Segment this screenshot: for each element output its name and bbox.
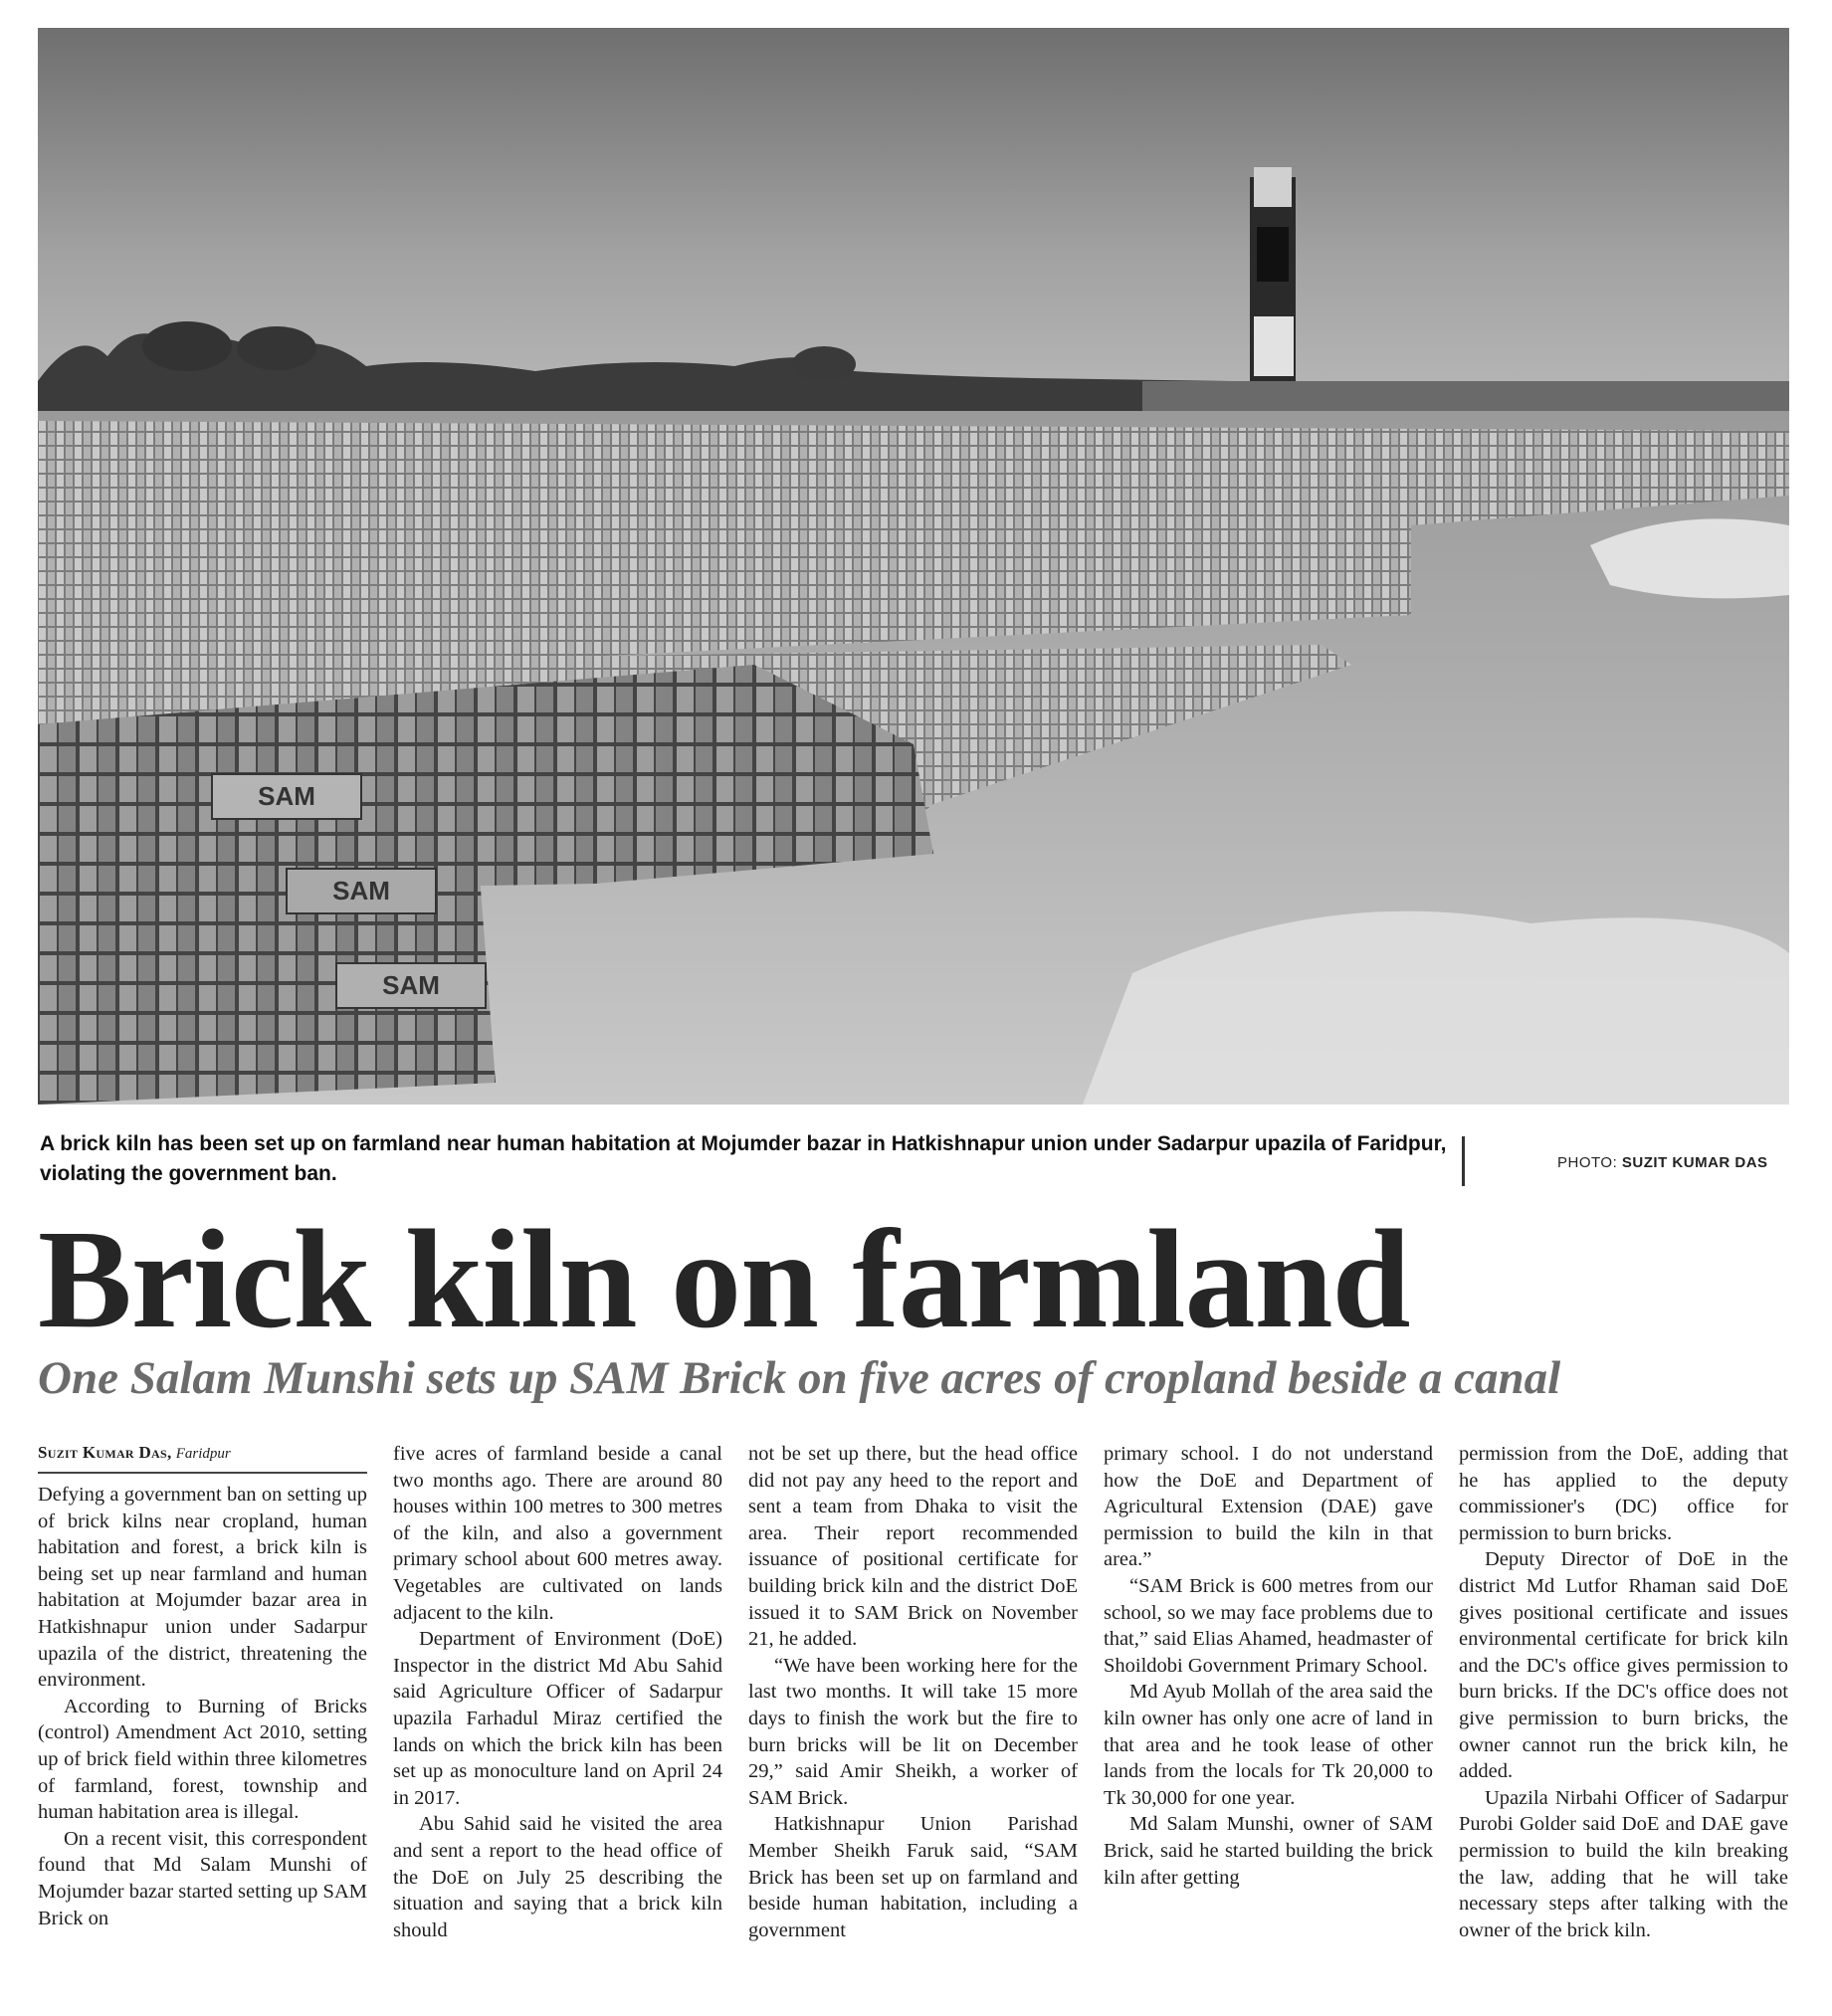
news-photo <box>38 28 1789 1105</box>
caption-divider <box>1462 1136 1465 1186</box>
paragraph: Defying a government ban on setting up of brick kilns near cropland, human habitation and forest, a brick kiln is being set up near farmland and human habitation at Mojumder bazar area in Hatkishnapur union under Sadarpur upazila of the district, threatening the environment. <box>38 1484 367 1692</box>
paragraph: On a recent visit, this correspondent found that Md Salam Munshi of Mojumder bazar started setting up SAM Brick on <box>38 1827 367 1929</box>
paragraph: Md Ayub Mollah of the area said the kiln owner has only one acre of land in that area and he took lease of other lands from the locals for Tk 20,000 to Tk 30,000 for one year. <box>1104 1681 1433 1809</box>
column-3 <box>748 1441 1078 2008</box>
column-1 <box>38 1441 367 2008</box>
brick-stamp-3: SAM <box>382 970 440 1000</box>
paragraph: According to Burning of Bricks (control) Amendment Act 2010, setting up of brick field within three kilometres of farmland, forest, township and human habitation area is illegal. <box>38 1695 367 1824</box>
photo-credit <box>1557 1154 1768 1171</box>
paragraph: permission from the DoE, adding that he has applied to the deputy commissioner's (DC) office for permission to burn bricks. <box>1459 1443 1788 1544</box>
byline-location: Faridpur <box>175 1446 231 1462</box>
paragraph: “SAM Brick is 600 metres from our school, so we may face problems due to that,” said Elias Ahamed, headmaster of Shoildobi Government Primary School. <box>1104 1574 1433 1677</box>
column-4 <box>1104 1441 1433 2008</box>
headline: Brick kiln on farmland <box>38 1200 1410 1357</box>
column-2 <box>393 1441 722 2008</box>
photo-credit-name: SUZIT KUMAR DAS <box>1621 1154 1768 1171</box>
paragraph: not be set up there, but the head office did not pay any heed to the report and sent a team from Dhaka to visit the area. Their report recommended issuance of positional certificate for building brick kiln and the district DoE issued it to SAM Brick on November 21, he added. <box>748 1443 1078 1651</box>
paragraph: five acres of farmland beside a canal two months ago. There are around 80 houses within 100 metres to 300 metres of the kiln, and also a government primary school about 600 metres away. Vegetables are cultivated on lands adjacent to the kiln. <box>393 1443 722 1624</box>
paragraph: “We have been working here for the last two months. It will take 15 more days to finish the work but the fire to burn bricks will be lit on December 29,” said Amir Sheikh, a worker of SAM Brick. <box>748 1654 1078 1809</box>
brick-stamp-1: SAM <box>258 781 315 811</box>
brick-stamp-2: SAM <box>332 876 390 906</box>
paragraph: Hatkishnapur Union Parishad Member Sheikh Faruk said, “SAM Brick has been set up on farmland and beside human habitation, including a government <box>748 1813 1078 1941</box>
paragraph: Department of Environment (DoE) Inspector in the district Md Abu Sahid said Agriculture Officer of Sadarpur upazila Farhadul Miraz certified the lands on which the brick kiln has been set up as monoculture land on April 24 in 2017. <box>393 1628 722 1809</box>
byline-name: Suzit Kumar Das, <box>38 1443 172 1462</box>
paragraph: Abu Sahid said he visited the area and sent a report to the head office of the DoE on July 25 describing the situation and saying that a brick kiln should <box>393 1813 722 1941</box>
photo-caption: A brick kiln has been set up on farmland near human habitation at Mojumder bazar in Hatkishnapur union under Sadarpur upazila of Faridpur, violating the government ban. <box>40 1132 1447 1185</box>
paragraph: Upazila Nirbahi Officer of Sadarpur Purobi Golder said DoE and DAE gave permission to build the kiln breaking the law, adding that he will take necessary steps after talking with the owner of the brick kiln. <box>1459 1786 1788 1941</box>
paragraph: Deputy Director of DoE in the district Md Lutfor Rhaman said DoE gives positional certificate and issues environmental certificate for brick kiln and the DC's office gives permission to burn bricks. If the DC's office does not give permission to burn bricks, the owner cannot run the brick kiln, he added. <box>1459 1548 1788 1783</box>
paragraph: Md Salam Munshi, owner of SAM Brick, said he started building the brick kiln after getting <box>1104 1813 1433 1889</box>
byline <box>38 1441 367 1474</box>
subheadline: One Salam Munshi sets up SAM Brick on five acres of cropland beside a canal <box>38 1352 1561 1404</box>
article-body <box>38 1441 1793 2008</box>
photo-credit-label: PHOTO: <box>1557 1154 1618 1171</box>
column-5 <box>1459 1441 1788 2008</box>
paragraph: primary school. I do not understand how the DoE and Department of Agricultural Extension (DAE) gave permission to build the kiln in that area.” <box>1104 1443 1433 1571</box>
